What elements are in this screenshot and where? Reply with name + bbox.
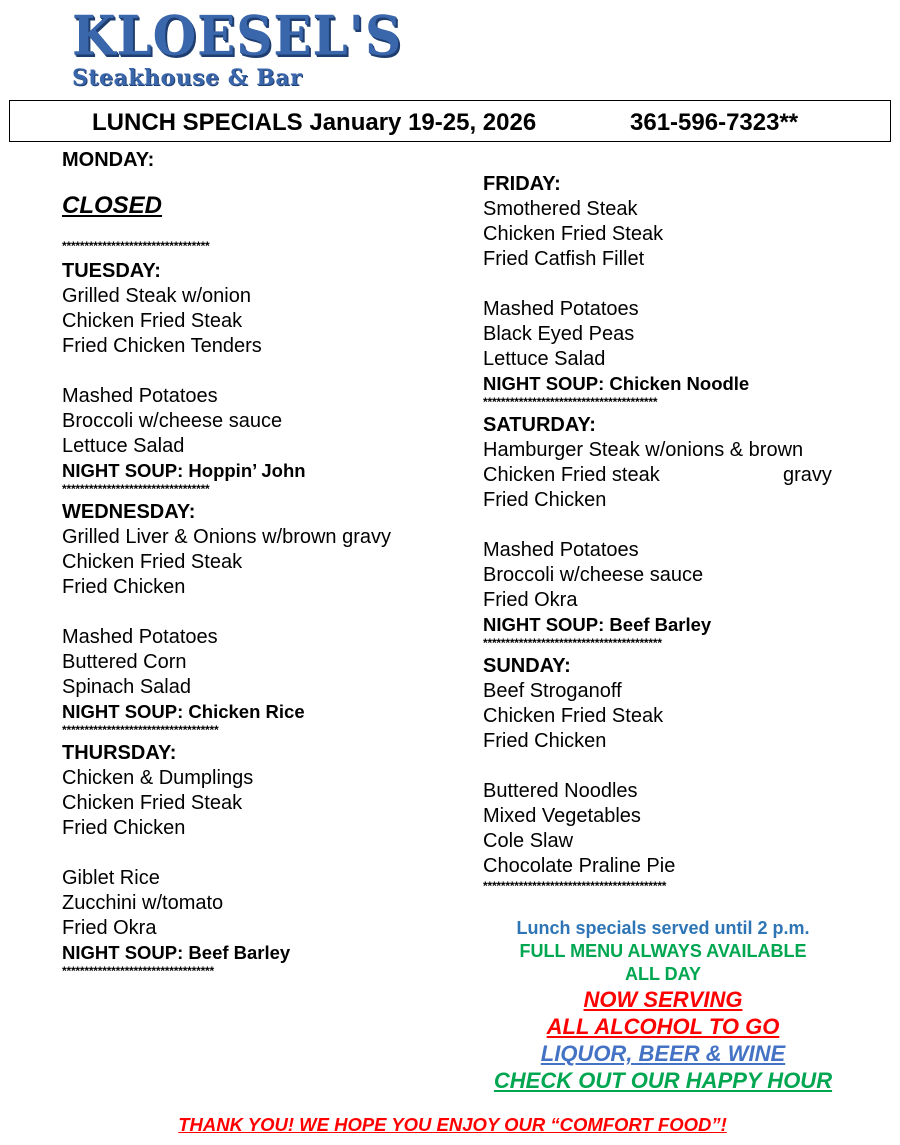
restaurant-logo — [72, 3, 403, 91]
page-title: LUNCH SPECIALS January 19-25, 2026 — [92, 109, 537, 136]
separator-stars: ********************************** — [62, 964, 214, 978]
friday-section — [483, 172, 883, 409]
side-item: Broccoli w/cheese sauce — [483, 564, 704, 586]
notes-block — [470, 917, 856, 1094]
menu-item: Chicken Fried Steak — [62, 551, 243, 573]
separator-stars: ***************************************** — [483, 879, 667, 893]
menu-item: Fried Chicken — [483, 730, 607, 752]
night-soup: NIGHT SOUP: Hoppin’ John — [62, 460, 306, 481]
sunday-section — [483, 654, 883, 893]
phone-number: 361-596-7323** — [630, 109, 799, 136]
menu-item: Grilled Steak w/onion — [62, 285, 251, 307]
menu-item: Fried Chicken Tenders — [62, 335, 262, 357]
menu-item: Chicken Fried Steak — [483, 705, 664, 727]
night-soup: NIGHT SOUP: Chicken Noodle — [483, 373, 750, 394]
menu-item: Hamburger Steak w/onions & brown — [483, 439, 804, 461]
right-column — [483, 172, 883, 893]
header-banner — [9, 100, 891, 142]
monday-section — [62, 148, 462, 253]
tuesday-section — [62, 259, 462, 496]
side-item: Black Eyed Peas — [483, 323, 635, 345]
side-item: Lettuce Salad — [62, 435, 185, 457]
side-item: Fried Okra — [62, 917, 157, 939]
menu-item: Chicken Fried Steak — [62, 792, 243, 814]
night-soup: NIGHT SOUP: Beef Barley — [62, 942, 291, 963]
menu-item: Smothered Steak — [483, 198, 638, 220]
side-item: Giblet Rice — [62, 867, 160, 889]
day-label-monday: MONDAY: — [62, 149, 155, 171]
side-item: Broccoli w/cheese sauce — [62, 410, 283, 432]
liquor-beer-wine-note: LIQUOR, BEER & WINE — [540, 1041, 786, 1066]
now-serving-note: NOW SERVING — [583, 987, 743, 1012]
side-item: Buttered Noodles — [483, 780, 638, 802]
side-item: Mixed Vegetables — [483, 805, 641, 827]
day-label-sunday: SUNDAY: — [483, 655, 571, 677]
side-item: Fried Okra — [483, 589, 578, 611]
menu-item: Fried Chicken — [62, 576, 186, 598]
gravy-continuation: gravy — [783, 464, 832, 486]
menu-item: Chicken Fried Steak — [483, 223, 664, 245]
day-label-wednesday: WEDNESDAY: — [62, 501, 196, 523]
menu-item: Beef Stroganoff — [483, 680, 622, 702]
closed-notice: CLOSED — [62, 192, 163, 219]
served-until-note: Lunch specials served until 2 p.m. — [516, 918, 810, 938]
dessert-item: Chocolate Praline Pie — [483, 855, 676, 877]
menu-item: Fried Catfish Fillet — [483, 248, 645, 270]
side-item: Mashed Potatoes — [62, 385, 218, 407]
side-item: Mashed Potatoes — [62, 626, 218, 648]
side-item: Spinach Salad — [62, 676, 191, 698]
thursday-section — [62, 741, 462, 978]
left-column — [62, 148, 462, 978]
side-item: Lettuce Salad — [483, 348, 606, 370]
night-soup: NIGHT SOUP: Beef Barley — [483, 614, 712, 635]
day-label-tuesday: TUESDAY: — [62, 260, 161, 282]
wednesday-section — [62, 500, 462, 737]
all-day-note: ALL DAY — [624, 964, 702, 984]
side-item: Cole Slaw — [483, 830, 574, 852]
logo-subtitle: Steakhouse & Bar — [72, 65, 303, 91]
separator-stars: ********************************* — [62, 482, 210, 496]
full-menu-note: FULL MENU ALWAYS AVAILABLE — [519, 941, 807, 961]
side-item: Mashed Potatoes — [483, 298, 639, 320]
side-item: Zucchini w/tomato — [62, 892, 224, 914]
happy-hour-note: CHECK OUT OUR HAPPY HOUR — [493, 1068, 833, 1093]
menu-item: Chicken & Dumplings — [62, 767, 254, 789]
logo-name: KLOESEL'S — [72, 3, 403, 68]
night-soup: NIGHT SOUP: Chicken Rice — [62, 701, 305, 722]
separator-stars: *************************************** — [483, 395, 658, 409]
day-label-friday: FRIDAY: — [483, 173, 561, 195]
day-label-thursday: THURSDAY: — [62, 742, 177, 764]
menu-item: Chicken Fried steak — [483, 464, 660, 486]
saturday-section — [483, 413, 883, 650]
menu-item: Grilled Liver & Onions w/brown gravy — [62, 526, 392, 548]
separator-stars: *********************************** — [62, 723, 219, 737]
menu-item: Fried Chicken — [62, 817, 186, 839]
alcohol-to-go-note: ALL ALCOHOL TO GO — [546, 1014, 780, 1039]
separator-stars: ********************************* — [62, 239, 210, 253]
side-item: Buttered Corn — [62, 651, 187, 673]
menu-item: Fried Chicken — [483, 489, 607, 511]
separator-stars: **************************************** — [483, 636, 662, 650]
menu-item: Chicken Fried Steak — [62, 310, 243, 332]
day-label-saturday: SATURDAY: — [483, 414, 596, 436]
side-item: Mashed Potatoes — [483, 539, 639, 561]
footer-thank-you: THANK YOU! WE HOPE YOU ENJOY OUR “COMFORT FOOD”! — [178, 1114, 727, 1135]
